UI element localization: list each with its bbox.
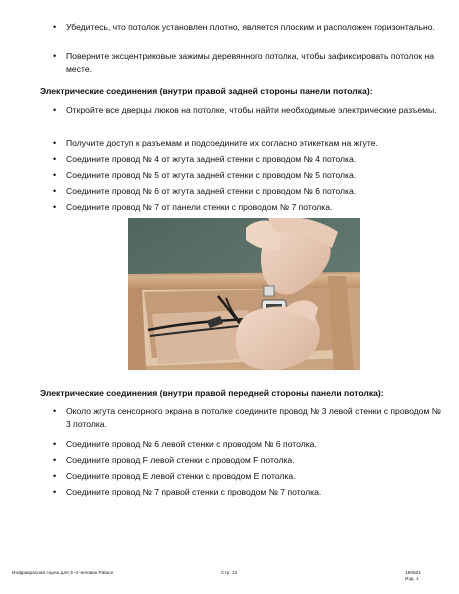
list-item: • Соедините провод E левой стенки с проводом E потолка. — [66, 470, 446, 483]
list-item: • Соедините провод № 7 правой стенки с проводом № 7 потолка. — [66, 486, 446, 499]
list-item: • Откройте все дверцы люков на потолке, чтобы найти необходимые электрические разъемы. — [66, 104, 446, 117]
list-item: • Убедитесь, что потолок установлен плотно, является плоским и расположен горизонтально. — [66, 21, 446, 34]
footer-revision — [405, 571, 421, 583]
list-item: • Около жгута сенсорного экрана в потолке соедините провод № 3 левой стенки с проводом № 3 потолка. — [66, 405, 446, 430]
list-item: • Соедините провод F левой стенки с проводом F потолка. — [66, 454, 446, 467]
list-item: • Соедините провод № 4 от жгута задней стенки с проводом № 4 потолка. — [66, 153, 446, 166]
list-item: • Соедините провод № 5 от жгута задней стенки с проводом № 5 потолка. — [66, 169, 446, 182]
list-item: • Получите доступ к разъемам и подсоедините их согласно этикеткам на жгуте. — [66, 137, 446, 150]
footer-date-code: 180521 — [405, 571, 422, 576]
wiring-photo — [128, 218, 360, 370]
footer-edition: Изд. 1 — [405, 577, 419, 582]
list-item: • Соедините провод № 6 левой стенки с проводом № 6 потолка. — [66, 438, 446, 451]
list-item: • Соедините провод № 6 от жгута задней стенки с проводом № 6 потолка. — [66, 185, 446, 198]
list-item: • Соедините провод № 7 от панели стенки с проводом № 7 потолка. — [66, 201, 446, 214]
footer-product-name: Инфракрасная сауна для 3–4 человек Palace — [12, 571, 114, 576]
section-heading: Электрические соединения (внутри правой задней стороны панели потолка): — [40, 86, 373, 96]
section-heading: Электрические соединения (внутри правой передней стороны панели потолка): — [40, 388, 384, 398]
footer-page-number: Стр. 12 — [221, 571, 238, 576]
list-item: • Поверните эксцентриковые зажимы деревянного потолка, чтобы зафиксировать потолок на месте. — [66, 50, 446, 75]
